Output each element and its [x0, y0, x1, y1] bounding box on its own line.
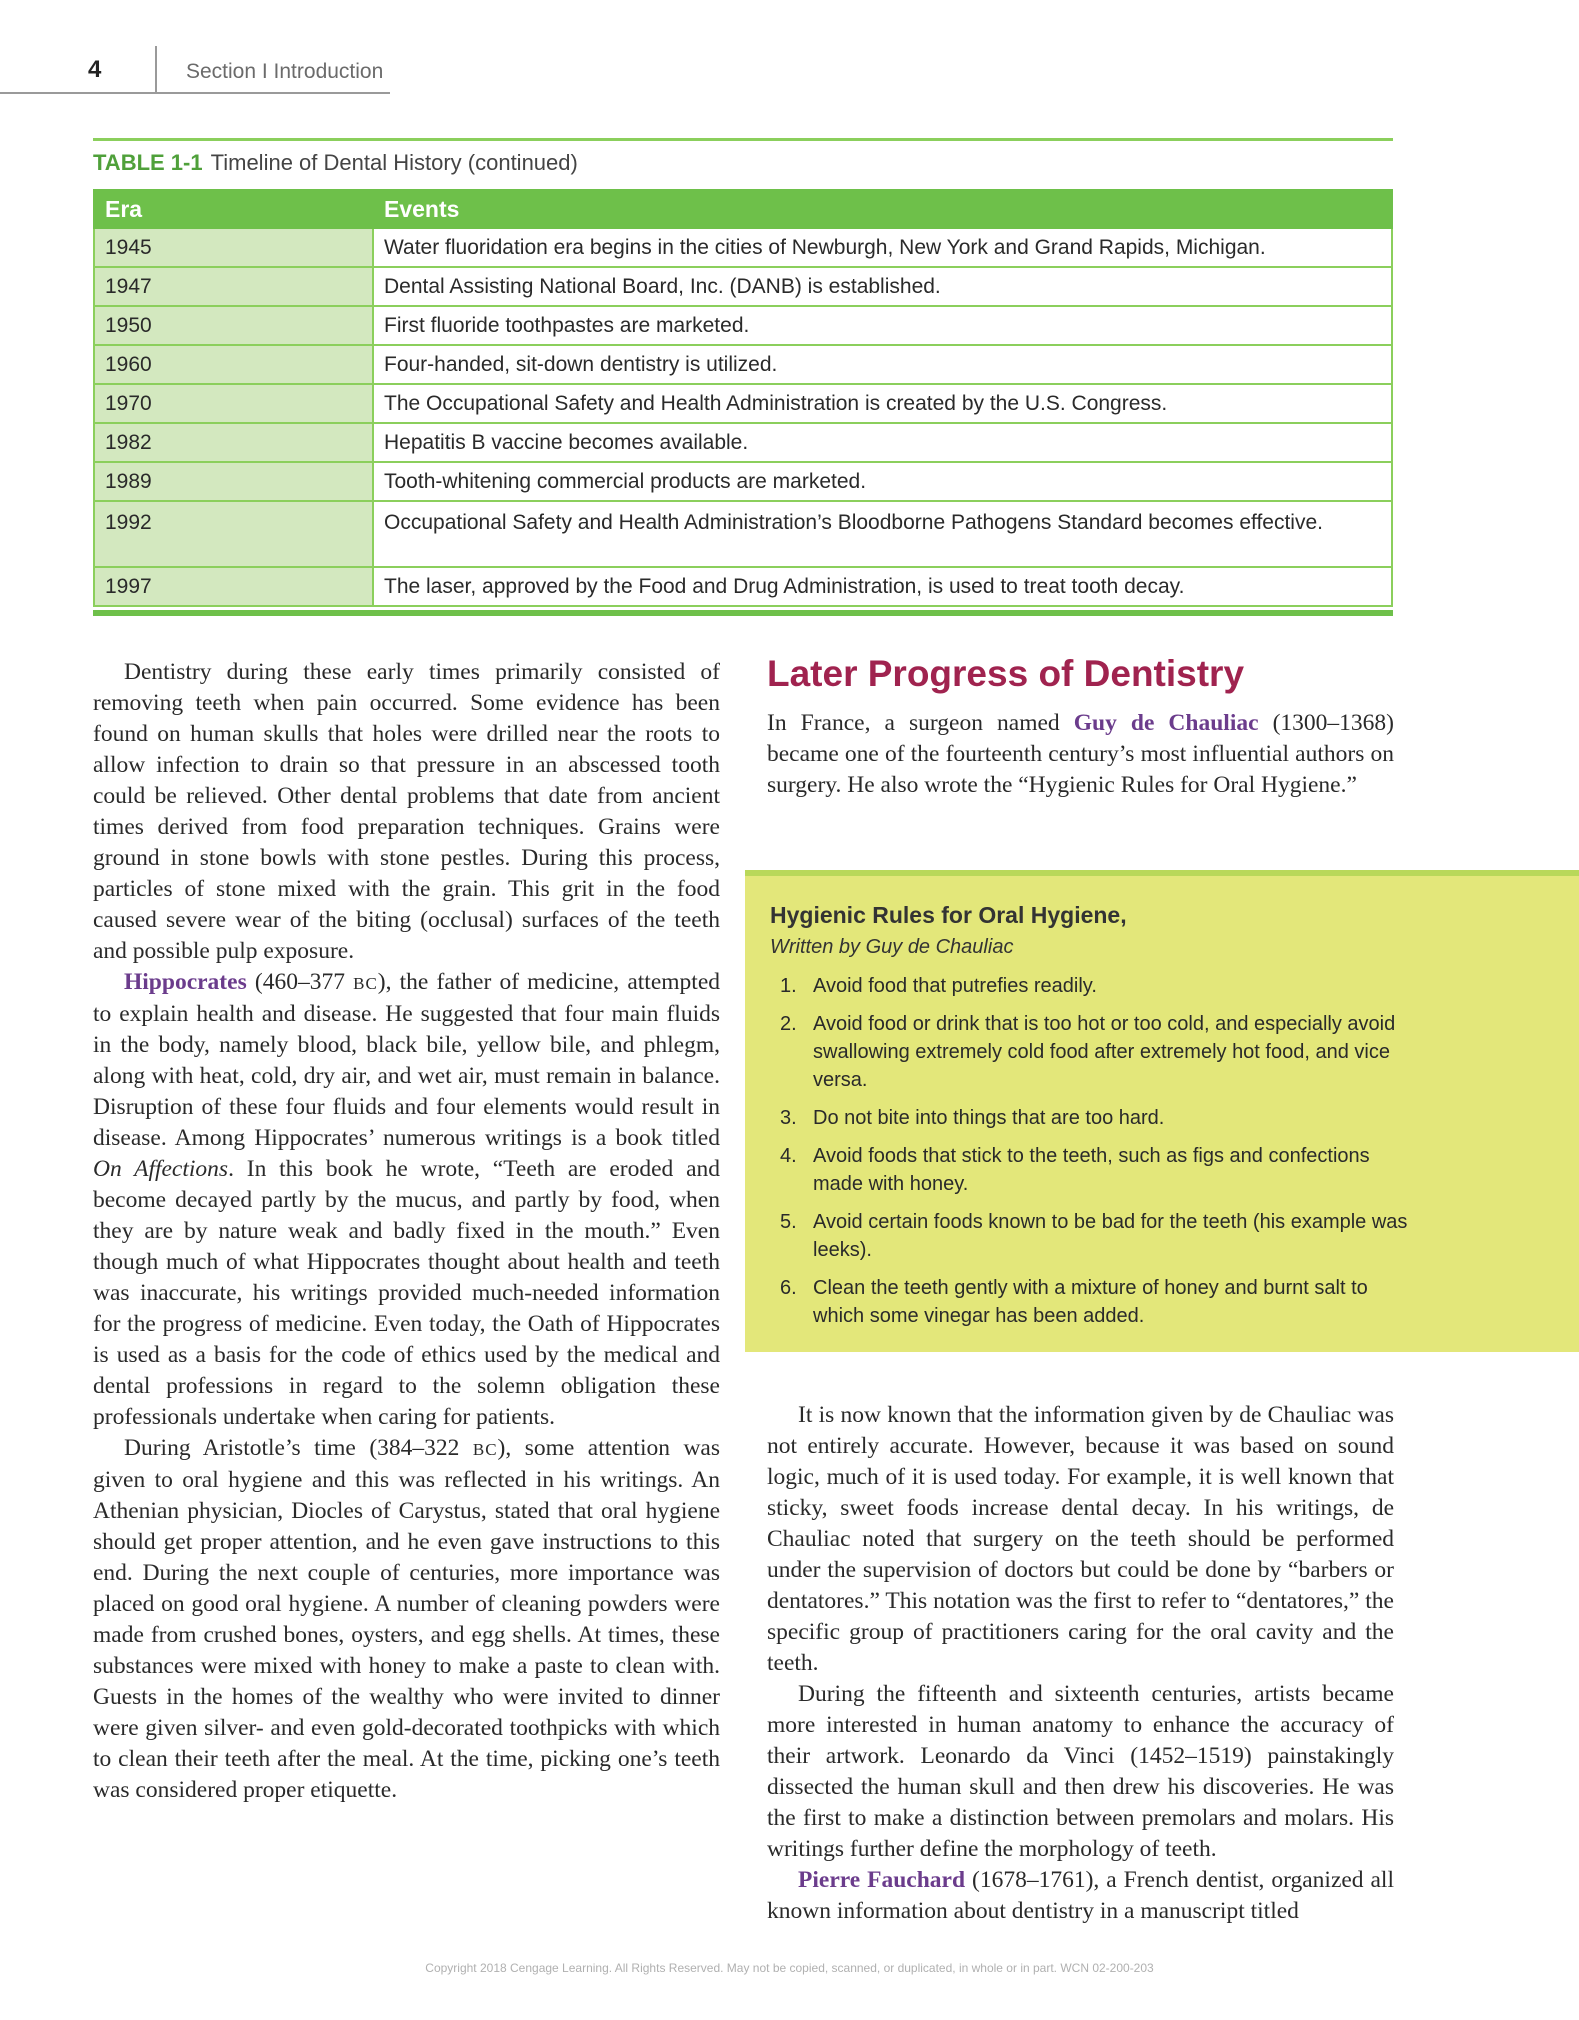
body-paragraph: [93, 967, 720, 1433]
hygienic-rules-box: [745, 870, 1579, 1352]
list-number: 4.: [780, 1145, 797, 1167]
list-number: 2.: [780, 1013, 797, 1035]
book-title: On Affections: [93, 1156, 229, 1182]
body-paragraph: [767, 1865, 1394, 1927]
table-header-row: [94, 190, 1392, 228]
era-cell: 1992: [94, 501, 373, 567]
list-item: [780, 1142, 1420, 1198]
event-cell: Hepatitis B vaccine becomes available.: [373, 423, 1392, 462]
header-rule: [0, 92, 390, 94]
text-span: ), some attention was given to oral hygiene and this was reflected in his writings. An Athenian physician, Diocles of Carystus, stated that oral hygiene should get proper attention, and he even gave instructions to this end. During the next couple of centuries, more importance was placed on good oral hygiene. A number of cleaning powders were made from crushed bones, oysters, and egg shells. At times, these substances were mixed with honey to make a paste to clean with. Guests in the homes of the wealthy who were invited to dinner were given silver- and even gold-decorated toothpicks with which to clean their teeth after the meal. At the time, picking one’s teeth was considered proper etiquette.: [93, 1435, 720, 1803]
text-span: During Aristotle’s time (384–322: [124, 1435, 473, 1461]
list-text: Clean the teeth gently with a mixture of honey and burnt salt to which some vinegar has been added.: [813, 1277, 1368, 1327]
event-cell: Water fluoridation era begins in the cities of Newburgh, New York and Grand Rapids, Michigan.: [373, 228, 1392, 267]
text-span: In France, a surgeon named: [767, 710, 1074, 736]
text-span: . In this book he wrote, “Teeth are eroded and become decayed partly by the mucus, and partly by food, when they are by nature weak and badly fixed in the mouth.” Even though much of what Hippocrates thought about health and teeth was inaccurate, his writings provided much-needed information for the progress of medicine. Even today, the Oath of Hippocrates is used as a basis for the code of ethics used by the medical and dental professions in regard to the solemn obligation these professionals undertake when caring for patients.: [93, 1156, 720, 1430]
box-subtitle: Written by Guy de Chauliac: [770, 936, 1014, 958]
list-number: 1.: [780, 975, 797, 997]
table-row: [94, 228, 1392, 267]
person-name-guy-de-chauliac: Guy de Chauliac: [1073, 710, 1259, 736]
table-row: [94, 423, 1392, 462]
person-name-pierre-fauchard: Pierre Fauchard: [798, 1867, 966, 1893]
event-cell: First fluoride toothpastes are marketed.: [373, 306, 1392, 345]
page-number: 4: [88, 56, 102, 83]
table-caption: [93, 150, 578, 176]
event-cell: The laser, approved by the Food and Drug Administration, is used to treat tooth decay.: [373, 567, 1392, 606]
text-span: ), the father of medicine, attempted to explain health and disease. He suggested that four main fluids in the body, namely blood, black bile, yellow bile, and phlegm, along with heat, cold, dry air, and wet air, must remain in balance. Disruption of these four fluids and four elements would result in disease. Among Hippocrates’ numerous writings is a book titled: [93, 969, 720, 1151]
era-cell: 1989: [94, 462, 373, 501]
era-cell: 1997: [94, 567, 373, 606]
list-text: Avoid food or drink that is too hot or too cold, and especially avoid swallowing extremely cold food after extremely hot food, and vice versa.: [813, 1013, 1396, 1091]
section-label: Section I Introduction: [186, 60, 384, 83]
body-paragraph: Dentistry during these early times primarily consisted of removing teeth when pain occurred. Some evidence has been found on human skulls that holes were drilled near the roots to allow infection to drain so that pressure in an abscessed tooth could be relieved. Other dental problems that date from ancient times derived from food preparation techniques. Grains were ground in stone bowls with stone pestles. During this process, particles of stone mixed with the grain. This grit in the food caused severe wear of the biting (occlusal) surfaces of the teeth and possible pulp exposure.: [93, 659, 720, 964]
event-cell: Four-handed, sit-down dentistry is utilized.: [373, 345, 1392, 384]
list-text: Avoid food that putrefies readily.: [813, 975, 1097, 997]
event-cell: Dental Assisting National Board, Inc. (DANB) is established.: [373, 267, 1392, 306]
column-header-era: Era: [94, 190, 373, 228]
body-paragraph: [767, 708, 1394, 801]
list-number: 5.: [780, 1211, 797, 1233]
column-header-events: Events: [373, 190, 1392, 228]
rules-list: [780, 972, 1420, 1340]
list-item: [780, 1274, 1420, 1330]
person-name-hippocrates: Hippocrates: [124, 969, 247, 995]
list-number: 3.: [780, 1107, 797, 1129]
era-cell: 1960: [94, 345, 373, 384]
table-row: [94, 501, 1392, 567]
list-text: Avoid foods that stick to the teeth, such as figs and confections made with honey.: [813, 1145, 1370, 1195]
table-row: [94, 384, 1392, 423]
table-row: [94, 567, 1392, 606]
list-text: Do not bite into things that are too hard.: [813, 1107, 1165, 1129]
list-text: Avoid certain foods known to be bad for the teeth (his example was leeks).: [813, 1211, 1408, 1261]
body-paragraph: During the fifteenth and sixteenth centuries, artists became more interested in human anatomy to enhance the accuracy of their artwork. Leonardo da Vinci (1452–1519) painstakingly dissected the human skull and then drew his discoveries. He was the first to make a distinction between premolars and molars. His writings further define the morphology of teeth.: [767, 1681, 1394, 1862]
event-cell: Occupational Safety and Health Administration’s Bloodborne Pathogens Standard becomes effective.: [373, 501, 1392, 567]
table-row: [94, 306, 1392, 345]
list-item: [780, 1208, 1420, 1264]
table-number: TABLE 1-1: [93, 150, 203, 175]
table-row: [94, 267, 1392, 306]
timeline-table: [93, 189, 1393, 607]
table-title: Timeline of Dental History (continued): [210, 150, 578, 175]
list-item: [780, 1104, 1420, 1132]
era-abbr: BC: [472, 1440, 498, 1459]
body-paragraph: [93, 1433, 720, 1806]
right-intro: [767, 708, 1394, 801]
event-cell: Tooth-whitening commercial products are marketed.: [373, 462, 1392, 501]
text-span: (1678–1761), a French dentist, organized all known information about dentistry in a manuscript titled: [767, 1867, 1394, 1924]
era-cell: 1982: [94, 423, 373, 462]
list-item: [780, 972, 1420, 1000]
era-cell: 1950: [94, 306, 373, 345]
table-bottom-rule: [93, 610, 1393, 616]
era-cell: 1947: [94, 267, 373, 306]
era-abbr: BC: [353, 974, 378, 993]
body-paragraph: It is now known that the information given by de Chauliac was not entirely accurate. However, because it was based on sound logic, much of it is used today. For example, it is well known that sticky, sweet foods increase dental decay. In his writings, de Chauliac noted that surgery on the teeth should be performed under the supervision of doctors but could be done by “barbers or dentatores.” This notation was the first to refer to “dentatores,” the specific group of practitioners caring for the oral cavity and the teeth.: [767, 1402, 1394, 1676]
section-heading: Later Progress of Dentistry: [767, 653, 1245, 694]
text-span: (460–377: [246, 969, 354, 995]
table-top-rule: [93, 138, 1393, 141]
list-item: [780, 1010, 1420, 1094]
header-divider: [155, 46, 157, 94]
table-row: [94, 462, 1392, 501]
table-row: [94, 345, 1392, 384]
left-column: [93, 657, 720, 1806]
text-span: (1300–1368) became one of the fourteenth century’s most influential authors on surgery. He also wrote the “Hygienic Rules for Oral Hygiene.”: [767, 710, 1394, 798]
era-cell: 1945: [94, 228, 373, 267]
list-number: 6.: [780, 1277, 797, 1299]
box-title: Hygienic Rules for Oral Hygiene,: [770, 902, 1127, 928]
event-cell: The Occupational Safety and Health Administration is created by the U.S. Congress.: [373, 384, 1392, 423]
right-lower-column: [767, 1400, 1394, 1927]
copyright-footer: Copyright 2018 Cengage Learning. All Rights Reserved. May not be copied, scanned, or duplicated, in whole or in part. WCN 02-200-203: [425, 1961, 1154, 1975]
era-cell: 1970: [94, 384, 373, 423]
